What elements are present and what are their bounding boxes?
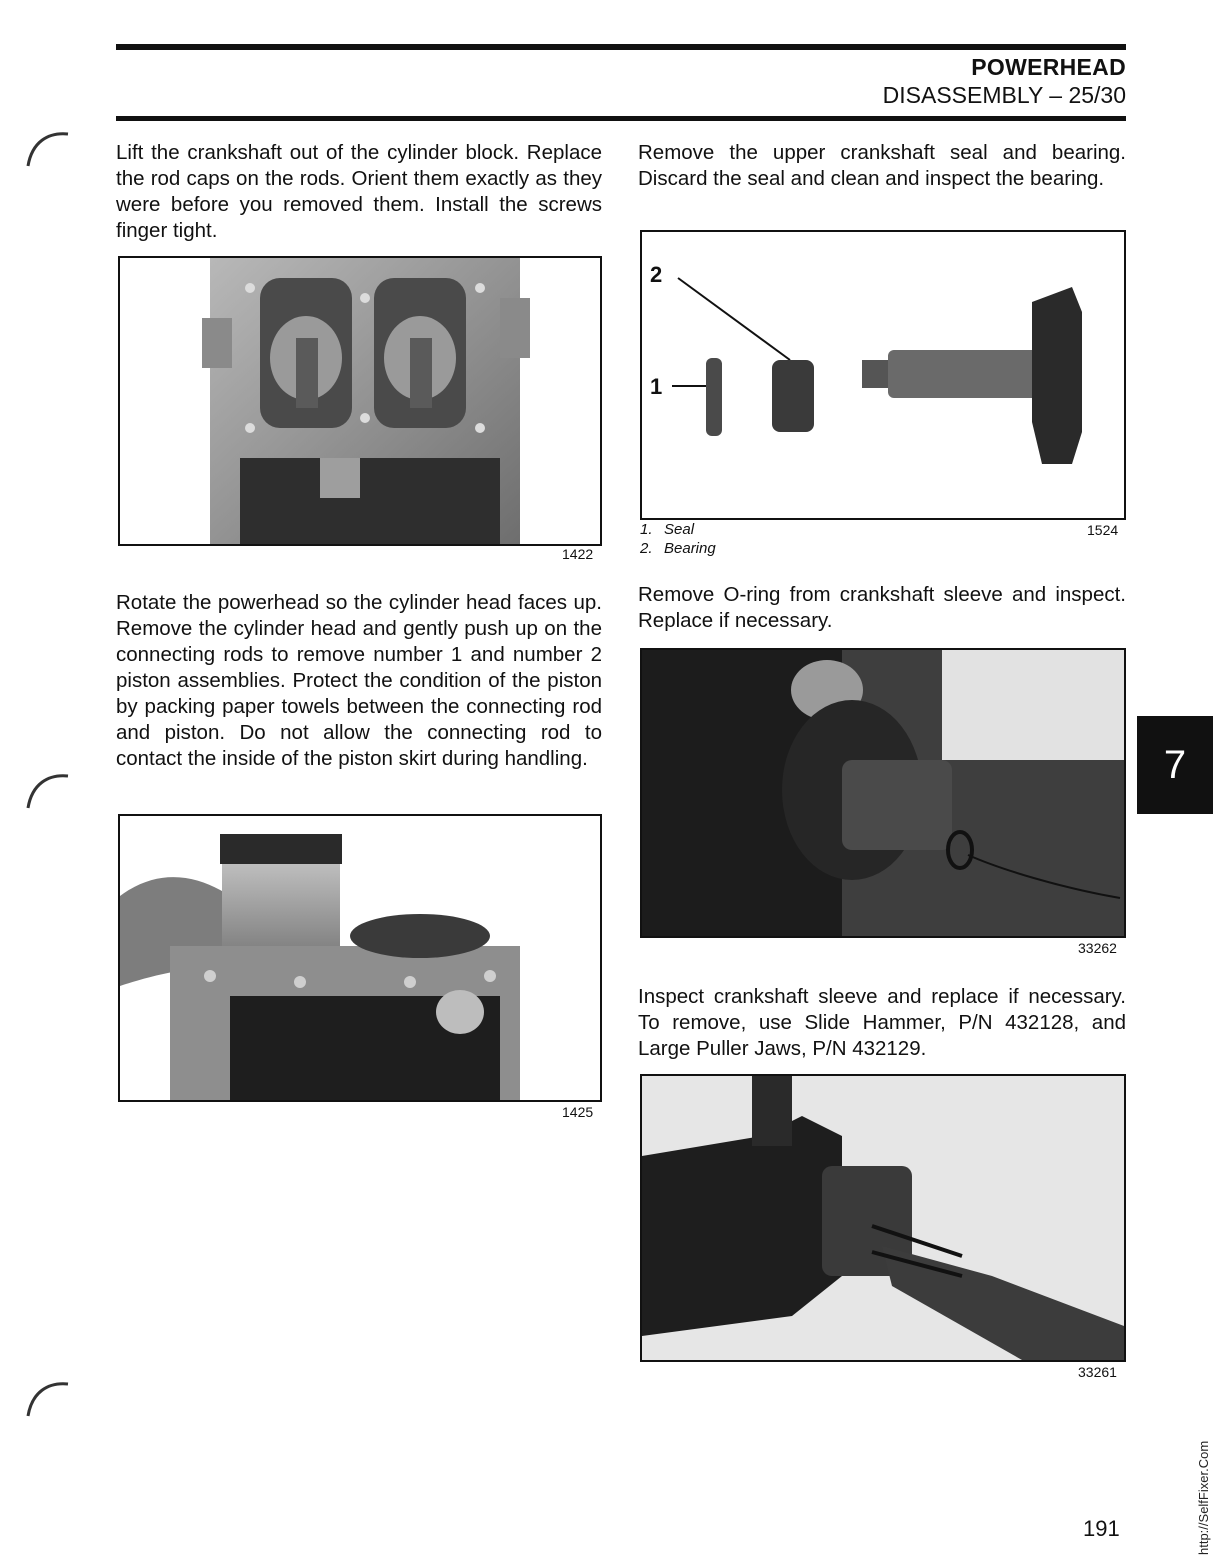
chapter-tab: 7 <box>1137 716 1213 814</box>
legend-item-number: 1. <box>640 521 653 538</box>
figure-number-33261: 33261 <box>1078 1364 1117 1380</box>
binder-mark-middle <box>18 770 72 810</box>
legend-item-seal <box>640 520 716 539</box>
figure-cylinder-block-rods <box>118 256 602 546</box>
left-paragraph-2 <box>116 590 602 772</box>
section-title: POWERHEAD <box>971 54 1126 80</box>
right-paragraph-1 <box>638 140 1126 192</box>
figure-seal-bearing <box>640 230 1126 520</box>
header-top-rule <box>116 44 1126 50</box>
piston-removal-photo <box>120 816 600 1100</box>
side-url: http://SelfFixer.Com <box>1196 1440 1211 1555</box>
legend-item-number: 2. <box>640 540 653 557</box>
left-paragraph-1-text: Lift the crankshaft out of the cylinder block. Replace the rod caps on the rods. Orient them exactly as they were before you removed them. Install the screws finger tight. <box>116 141 602 242</box>
figure-number-1422: 1422 <box>562 546 594 562</box>
sleeve-removal-photo <box>642 1076 1124 1360</box>
left-paragraph-2-text: Rotate the powerhead so the cylinder head faces up. Remove the cylinder head and gently push up on the connecting rods to remove number 1 and number 2 piston assemblies. Protect the condition of the piston by packing paper towels between the connecting rod and piston. Do not allow the connecting rod to contact the inside of the piston skirt during handling. <box>116 591 602 770</box>
right-paragraph-3 <box>638 984 1126 1062</box>
left-paragraph-1 <box>116 140 602 244</box>
right-paragraph-2 <box>638 582 1126 634</box>
cylinder-block-photo <box>120 258 600 544</box>
binder-mark-bottom <box>18 1378 72 1418</box>
figure-legend <box>640 520 716 558</box>
legend-item-label: Seal <box>664 521 695 538</box>
right-paragraph-3-text: Inspect crankshaft sleeve and replace if necessary. To remove, use Slide Hammer, P/N 432128, and Large Puller Jaws, P/N 432129. <box>638 985 1126 1060</box>
oring-removal-photo <box>642 650 1124 936</box>
legend-item-label: Bearing <box>664 540 716 557</box>
figure-piston-removal <box>118 814 602 1102</box>
figure-number-1524: 1524 <box>1087 522 1119 538</box>
callout-1: 1 <box>650 374 663 399</box>
figure-number-1425: 1425 <box>562 1104 594 1120</box>
legend-item-bearing <box>640 539 716 558</box>
page-number: 191 <box>1083 1516 1120 1541</box>
seal-bearing-photo <box>642 232 1124 518</box>
figure-number-33262: 33262 <box>1078 940 1117 956</box>
right-paragraph-1-text: Remove the upper crankshaft seal and bearing. Discard the seal and clean and inspect the bearing. <box>638 141 1126 190</box>
figure-oring-removal <box>640 648 1126 938</box>
callout-2: 2 <box>650 262 663 287</box>
figure-sleeve-removal <box>640 1074 1126 1362</box>
binder-mark-top <box>18 128 72 168</box>
right-paragraph-2-text: Remove O-ring from crankshaft sleeve and inspect. Replace if necessary. <box>638 583 1126 632</box>
section-subtitle: DISASSEMBLY – 25/30 <box>882 82 1126 108</box>
header-bottom-rule <box>116 116 1126 121</box>
